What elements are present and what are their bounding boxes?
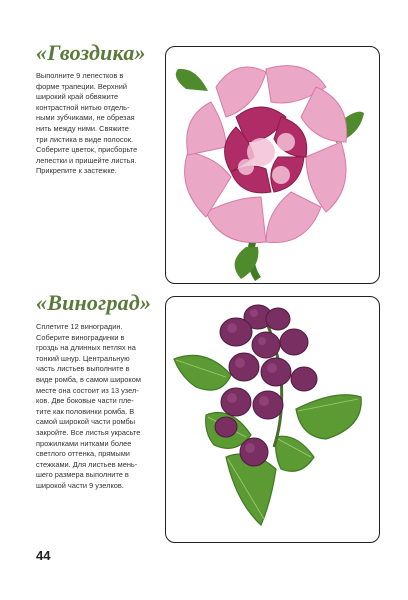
carnation-flower-icon [166,47,379,283]
carnation-photo [165,46,380,284]
section-title-grapes: «Виноград» [36,290,152,315]
grapes-photo [165,296,380,543]
grape-cluster-icon [166,297,379,542]
section-text-grapes: Сплетите 12 виноградин. Соберите виноградинки в гроздь на длинных петлях на тонкий шнур. Центральную часть листьев выполните в виде ромба, в самом широком месте она состоит из 13 узел- ков. Две боковые части пле- тите как половинки ромба. В самой широкой части ромбы закройте. Все листья украсьте прожилками нитками более светлого оттенка, прямыми стежками. Для листьев мень- шего размера выполните в широкой части 9 узелков. [36,322,141,490]
section-title-carnation: «Гвоздика» [36,40,146,65]
section-text-carnation: Выполните 9 лепестков в форме трапеции. Верхний широкий край обвяжите контрастной нитью отдель- ными зубчиками, не обрезая нить между ними. Свяжите три листика в виде полосок. Соберите цветок, присборьте лепестки и пришейте листья. Прикрепите к застежке. [36,71,138,176]
page-number: 44 [36,548,51,563]
